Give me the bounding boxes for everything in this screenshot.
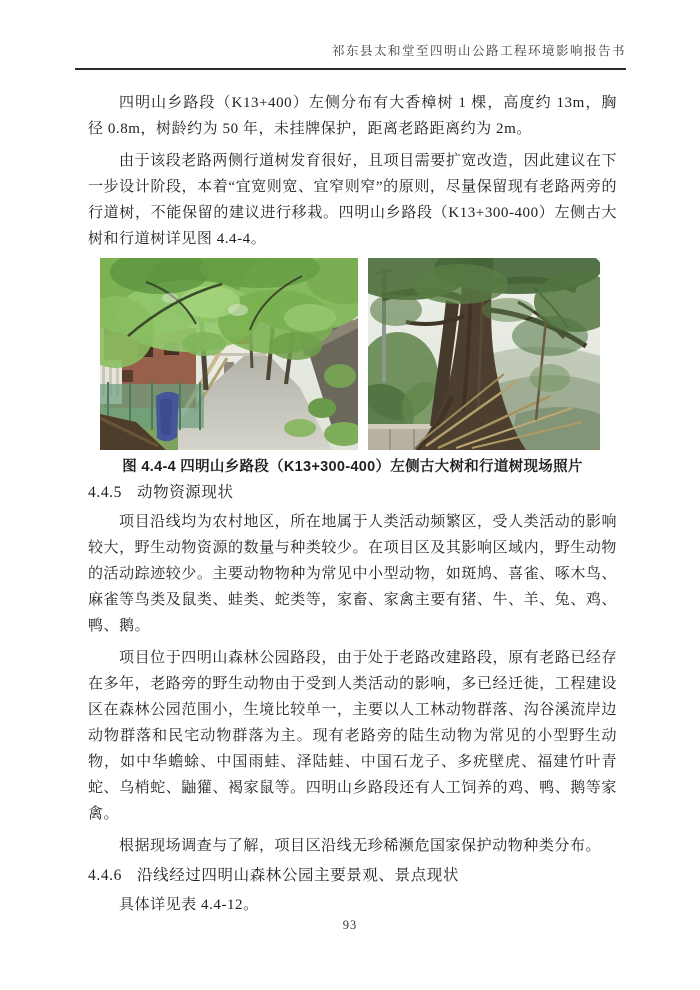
paragraph-forest-park-fauna: 项目位于四明山森林公园路段，由于处于老路改建路段，原有老路已经存在多年，老路旁的野生动物由于受到人类活动的影响，多已经迁徙，工程建设区在森林公园范围小，生境比较单一，主要以人工林动物群落、沟谷溪流岸边动物群落和民宅动物群落为主。现有老路旁的陆生动物为常见的小型野生动物，如中华蟾蜍、中国雨蛙、泽陆蛙、中国石龙子、多疣壁虎、福建竹叶青蛇、乌梢蛇、鼬獾、褐家鼠等。四明山乡路段还有人工饲养的鸡、鸭、鹅等家禽。 <box>88 650 617 822</box>
figure-caption: 图 4.4-4 四明山乡路段（K13+300-400）左侧古大树和行道树现场照片 <box>122 459 583 475</box>
section-4-4-6-number: 4.4.6 <box>88 867 122 884</box>
paragraph-road-widening-advice: 由于该段老路两侧行道树发育很好，且项目需要扩宽改造，因此建议在下一步设计阶段，本着“宜宽则宽、宜窄则窄”的原则，尽量保留现有老路两旁的行道树，不能保留的建议进行移栽。四明山乡路段（K13+300-400）左侧古大树和行道树详见图 4.4-4。 <box>88 153 617 247</box>
photo-ancient-tree <box>368 258 600 450</box>
paragraph-camphor-tree: 四明山乡路段（K13+400）左侧分布有大香樟树 1 棵，高度约 13m，胸径 0.8m，树龄约为 50 年，未挂牌保护，距离老路距离约为 2m。 <box>88 95 617 137</box>
figure-4-4-4-photos <box>100 258 617 450</box>
section-4-4-5-heading <box>88 482 617 503</box>
paragraph-see-table: 具体详见表 4.4-12。 <box>119 897 259 913</box>
paragraph-no-rare-species: 根据现场调查与了解，项目区沿线无珍稀濒危国家保护动物种类分布。 <box>119 838 602 854</box>
paragraph-animal-resources: 项目沿线均为农村地区，所在地属于人类活动频繁区，受人类活动的影响较大，野生动物资源的数量与种类较少。在项目区及其影响区域内，野生动物的活动踪迹较少。主要动物物种为常见中小型动物，如斑鸠、喜雀、啄木鸟、麻雀等鸟类及鼠类、蛙类、蛇类等，家畜、家禽主要有猪、牛、羊、兔、鸡、鸭、鹅。 <box>88 514 617 634</box>
photo-road-and-street-trees <box>100 258 358 450</box>
section-4-4-5-title: 动物资源现状 <box>137 484 234 501</box>
section-4-4-6-title: 沿线经过四明山森林公园主要景观、景点现状 <box>137 867 460 884</box>
page-header-title: 祁东县太和堂至四明山公路工程环境影响报告书 <box>75 0 626 70</box>
page-number: 93 <box>342 918 358 932</box>
section-4-4-5-number: 4.4.5 <box>88 484 122 501</box>
page-content <box>88 90 617 918</box>
section-4-4-6-heading <box>88 865 617 886</box>
